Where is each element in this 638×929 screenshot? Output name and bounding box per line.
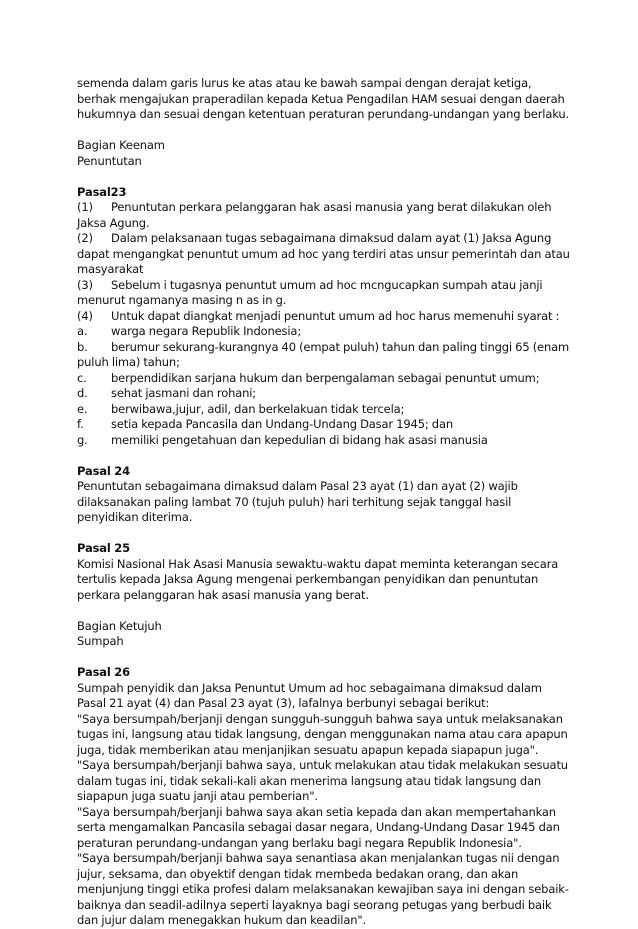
section-subtitle: Sumpah [77,634,124,648]
intro-paragraph: semenda dalam garis lurus ke atas atau ke bawah sampai dengan derajat ketiga, berhak mengajukan praperadilan kepada Ketua Pengadilan HAM sesuai dengan daerah hukumnya dan sesuai dengan ketentuan peraturan perundang-undangan yang berlaku. [77,76,570,121]
article-24-text: Penuntutan sebagaimana dimaksud dalam Pasal 23 ayat (1) dan ayat (2) wajib dilaksanakan paling lambat 70 (tujuh puluh) hari terhitung sejak tanggal hasil penyidikan diterima. [77,479,518,524]
document-page [77,76,571,929]
requirement-e: e. berwibawa,jujur, adil, dan berkelakuan tidak tercela; [77,401,405,416]
spacer [77,526,571,542]
article-23-clause-1: (1) Penuntutan perkara pelanggaran hak asasi manusia yang berat dilakukan oleh Jaksa Agung. [77,200,552,230]
oath-paragraph-4: "Saya bersumpah/berjanji bahwa saya senantiasa akan menjalankan tugas nii dengan jujur, seksama, dan obyektif dengan tidak membeda bedakan orang, dan akan menjunjung tinggi etika profesi dalam melaksanakan kewajiban saya ini dengan sebaik-baiknya dan seadil-adilnya seperti layaknya bagi seorang petugas yang berbudi baik dan jujur dalam menegakkan hukum dan keadilan". [77,851,569,927]
oath-paragraph-2: "Saya bersumpah/berjanji bahwa saya, untuk melakukan atau tidak melakukan sesuatu dalam tugas ini, tidak sekali-kali akan menerima langsung atau tidak langsung dan siapapun juga suatu janji atau pemberian". [77,758,568,803]
article-heading-24: Pasal 24 [77,463,130,478]
section-title: Bagian Keenam [77,138,165,152]
requirement-f: f. setia kepada Pancasila dan Undang-Undang Dasar 1945; dan [77,417,453,431]
requirement-c: c. berpendidikan sarjana hukum dan berpengalaman sebagai penuntut umum; [77,370,540,385]
oath-paragraph-1: "Saya bersumpah/berjanji dengan sungguh-sungguh bahwa saya untuk melaksanakan tugas ini, langsung atau tidak langsung, dengan menggunakan nama atau cara apapun juga, tidak memberikan atau menjanjikan sesuatu apapun kepada siapapun juga". [77,711,568,757]
article-25-text: Komisi Nasional Hak Asasi Manusia sewaktu-waktu dapat meminta keterangan secara tertulis kepada Jaksa Agung mengenai perkembangan penyidikan dan penuntutan perkara pelanggaran hak asasi manusia yang berat. [77,556,559,602]
article-26-intro: Sumpah penyidik dan Jaksa Penuntut Umum ad hoc sebagaimana dimaksud dalam Pasal 21 ayat (4) dan Pasal 23 ayat (3), lafalnya berbunyi sebagai berikut: [77,680,542,710]
spacer [77,650,571,666]
requirement-d: d. sehat jasmani dan rohani; [77,386,257,400]
article-23-clause-3: (3) Sebelum i tugasnya penuntut umum ad hoc mcngucapkan sumpah atau janji menurut ngamanya masing n as in g. [77,277,543,307]
requirement-g: g. memiliki pengetahuan dan kepedulian di bidang hak asasi manusia [77,432,488,447]
spacer [77,603,571,619]
article-heading-26: Pasal 26 [77,665,130,679]
article-heading-23: Pasal23 [77,184,127,199]
oath-paragraph-3: "Saya bersumpah/berjanji bahwa saya akan setia kepada dan akan mempertahankan serta mengamalkan Pancasila sebagai dasar negara, Undang-Undang Dasar 1945 dan peraturan perundang-undangan yang berlaku bagi negara Republik Indonesia". [77,804,560,850]
spacer [77,448,571,464]
requirement-b: b. berumur sekurang-kurangnya 40 (empat puluh) tahun dan paling tinggi 65 (enam puluh lima) tahun; [77,339,570,369]
article-heading-25: Pasal 25 [77,541,130,555]
article-23-clause-2: (2) Dalam pelaksanaan tugas sebagaimana dimaksud dalam ayat (1) Jaksa Agung dapat mengangkat penuntut umum ad hoc yang terdiri atas unsur pemerintah dan atau masyarakat [77,231,570,276]
section-subtitle: Penuntutan [77,153,142,168]
section-title: Bagian Ketujuh [77,618,162,633]
spacer [77,169,571,185]
requirement-a: a. warga negara Republik Indonesia; [77,324,302,338]
article-23-clause-4: (4) Untuk dapat diangkat menjadi penuntut umum ad hoc harus memenuhi syarat : [77,308,560,323]
spacer [77,123,571,139]
